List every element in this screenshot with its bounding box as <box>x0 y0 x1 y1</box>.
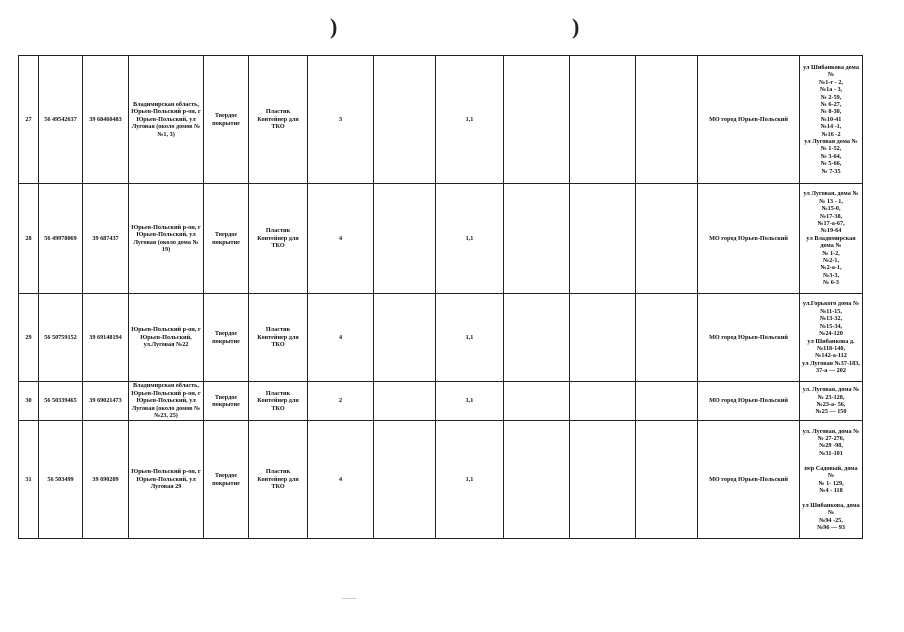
empty-cell <box>504 294 570 382</box>
longitude-cell: 39 69021473 <box>83 382 129 421</box>
surface-cell: Твердое покрытие <box>204 382 249 421</box>
empty-cell <box>636 382 698 421</box>
row-number: 28 <box>19 184 39 294</box>
latitude-cell: 56 503499 <box>39 421 83 539</box>
empty-cell <box>570 421 636 539</box>
owner-cell: МО город Юрьев-Польский <box>698 184 800 294</box>
volume-cell: 1,1 <box>436 56 504 184</box>
served-addresses-text: ул Луговая, дома № № 13 - 1, №15-0, №17-38, №17-а-67, №19-64 ул Владимирская дома № № 1-2, №2-1, №2-а-1, №3-3, № 6-3 <box>803 190 859 287</box>
empty-cell <box>570 56 636 184</box>
row-number: 31 <box>19 421 39 539</box>
container-type-cell: Пластик Контейнер для ТКО <box>249 184 308 294</box>
empty-cell <box>504 382 570 421</box>
scan-speck <box>342 598 356 599</box>
empty-cell <box>374 56 436 184</box>
container-count-cell: 3 <box>308 56 374 184</box>
longitude-cell: 39 69148194 <box>83 294 129 382</box>
row-number: 27 <box>19 56 39 184</box>
empty-cell <box>504 184 570 294</box>
address-cell: Владимирская область, Юрьев-Польский р-он, г Юрьев-Польский, ул Луговая (около домов № №23, 25) <box>129 382 204 421</box>
empty-cell <box>570 184 636 294</box>
owner-cell: МО город Юрьев-Польский <box>698 294 800 382</box>
owner-cell: МО город Юрьев-Польский <box>698 382 800 421</box>
address-cell: Юрьев-Польский р-он, г Юрьев-Польский, ул.Луговая №22 <box>129 294 204 382</box>
surface-cell: Твердое покрытие <box>204 294 249 382</box>
container-count-cell: 2 <box>308 382 374 421</box>
served-addresses-text: ул.Горького дома №№11-15, №13-32, №15-34, №24-120 ул Шибанкова д.№118-140, №142-а-112 ул Луговая №37-183, 37-а — 202 <box>802 300 860 375</box>
container-type-cell: Пластик Контейнер для ТКО <box>249 294 308 382</box>
surface-cell: Твердое покрытие <box>204 421 249 539</box>
empty-cell <box>570 294 636 382</box>
served-addresses-cell <box>800 294 863 382</box>
longitude-cell: 39 687437 <box>83 184 129 294</box>
container-count-cell: 4 <box>308 294 374 382</box>
empty-cell <box>636 421 698 539</box>
served-addresses-cell <box>800 382 863 421</box>
empty-cell <box>374 184 436 294</box>
container-count-cell: 4 <box>308 184 374 294</box>
empty-cell <box>636 294 698 382</box>
served-addresses-text: ул. Луговая, дома № № 27-276, №29 -98, №31-101 пер Садовый, дома № № 1- 129, №4 - 118 ул Шибанкова, дома № №94 -25, №96 — 93 <box>802 427 860 531</box>
served-addresses-cell <box>800 421 863 539</box>
volume-cell: 1,1 <box>436 184 504 294</box>
served-addresses-cell <box>800 56 863 184</box>
owner-cell: МО город Юрьев-Польский <box>698 421 800 539</box>
container-type-cell: Пластик Контейнер для ТКО <box>249 382 308 421</box>
served-addresses-cell <box>800 184 863 294</box>
volume-cell: 1,1 <box>436 421 504 539</box>
surface-cell: Твердое покрытие <box>204 56 249 184</box>
empty-cell <box>504 56 570 184</box>
latitude-cell: 56 50759152 <box>39 294 83 382</box>
served-addresses-text: ул Шибанкова дома № №1-г - 2, №1а - 3, № 2-59, № 6-27, № 8-30, №10-41 №14 -1, №16 -2 ул Луговая дома № № 1-52, № 3-64, № 5-66, № 7-35 <box>803 63 859 175</box>
table-row <box>19 382 863 421</box>
volume-cell: 1,1 <box>436 294 504 382</box>
served-addresses-text: ул. Луговая, дома № № 23-128, №23-а- 56, №25 — 150 <box>802 386 860 416</box>
table-row <box>19 184 863 294</box>
container-type-cell: Пластик Контейнер для ТКО <box>249 421 308 539</box>
longitude-cell: 39 690209 <box>83 421 129 539</box>
table-row <box>19 294 863 382</box>
punch-hole-mark-right: ) <box>572 14 580 39</box>
table-row <box>19 421 863 539</box>
address-cell: Владимирская область, Юрьев-Польский р-он, г Юрьев-Польский, ул Луговая (около домов № №1, 3) <box>129 56 204 184</box>
volume-cell: 1,1 <box>436 382 504 421</box>
container-type-cell: Пластик Контейнер для ТКО <box>249 56 308 184</box>
row-number: 30 <box>19 382 39 421</box>
empty-cell <box>570 382 636 421</box>
empty-cell <box>636 184 698 294</box>
empty-cell <box>374 421 436 539</box>
empty-cell <box>636 56 698 184</box>
empty-cell <box>504 421 570 539</box>
empty-cell <box>374 382 436 421</box>
table-row <box>19 56 863 184</box>
empty-cell <box>374 294 436 382</box>
waste-site-register-table <box>18 55 863 539</box>
latitude-cell: 56 50339465 <box>39 382 83 421</box>
latitude-cell: 56 49542637 <box>39 56 83 184</box>
address-cell: Юрьев-Польский р-он, г Юрьев-Польский, ул Луговая (около дома № 19) <box>129 184 204 294</box>
owner-cell: МО город Юрьев-Польский <box>698 56 800 184</box>
container-count-cell: 4 <box>308 421 374 539</box>
address-cell: Юрьев-Польский р-он, г Юрьев-Польский, ул Луговая 29 <box>129 421 204 539</box>
row-number: 29 <box>19 294 39 382</box>
latitude-cell: 56 49978069 <box>39 184 83 294</box>
surface-cell: Твердое покрытие <box>204 184 249 294</box>
longitude-cell: 39 68460483 <box>83 56 129 184</box>
punch-hole-mark-left: ) <box>330 14 338 39</box>
